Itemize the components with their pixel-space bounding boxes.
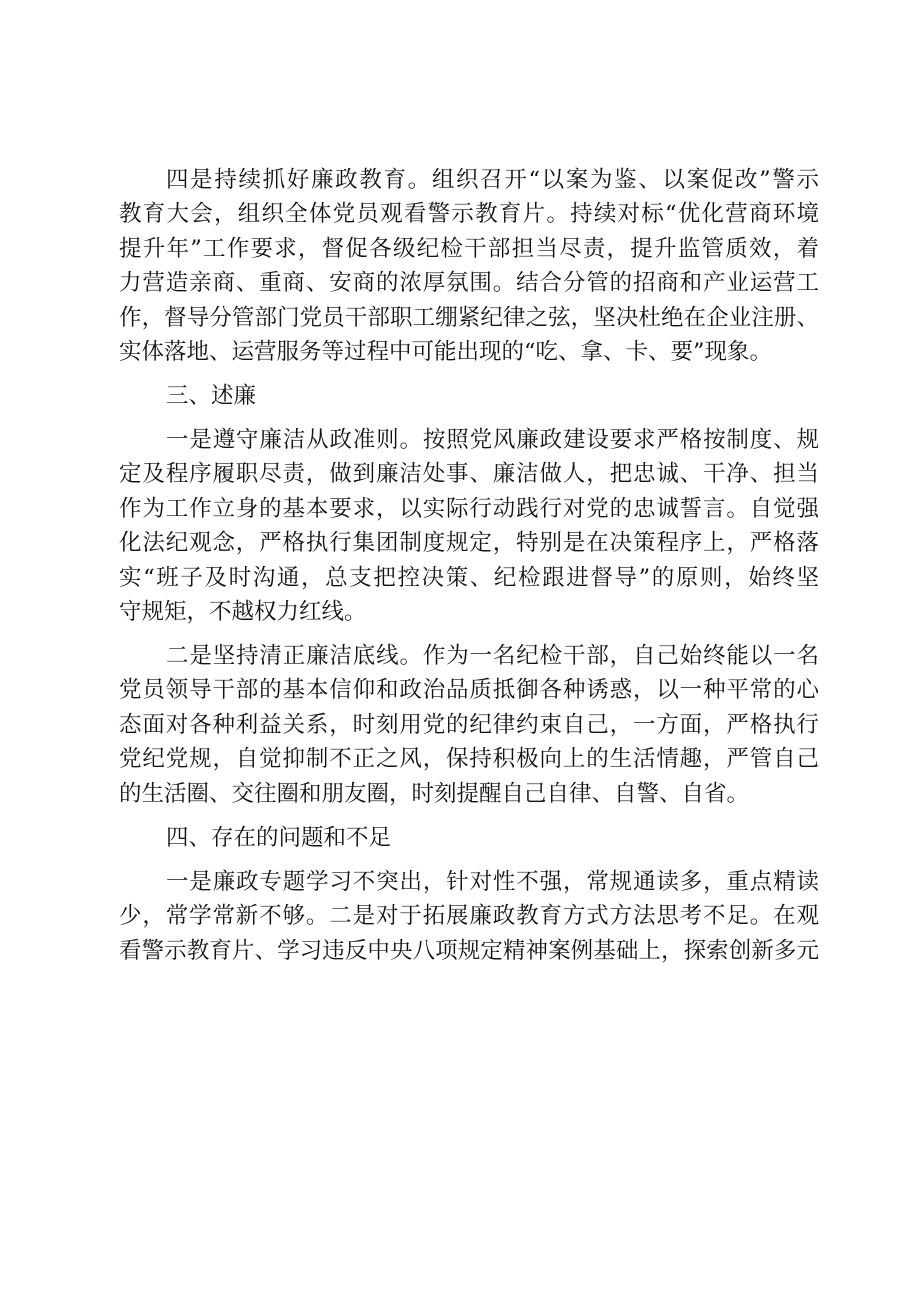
section-heading: 四、存在的问题和不足 — [166, 824, 392, 851]
document-body — [119, 163, 819, 968]
text-line: 实体落地、运营服务等过程中可能出现的“吃、拿、卡、要”现象。 — [119, 339, 773, 366]
text-line: 态面对各种利益关系，时刻用党的纪律约束自己，一方面，严格执行 — [119, 711, 819, 738]
text-line: 实“班子及时沟通，总支把控决策、纪检跟进督导”的原则，始终坚 — [119, 564, 819, 591]
body-paragraph — [119, 163, 819, 369]
body-paragraph — [119, 639, 819, 811]
text-line: 党纪党规，自觉抑制不正之风，保持积极向上的生活情趣，严管自己 — [119, 746, 819, 773]
text-line: 教育大会，组织全体党员观看警示教育片。持续对标“优化营商环境 — [119, 201, 819, 228]
text-line: 一是遵守廉洁从政准则。按照党风廉政建设要求严格按制度、规 — [166, 427, 819, 454]
body-paragraph — [119, 423, 819, 629]
paragraph-gap — [119, 369, 819, 379]
text-line: 少，常学常新不够。二是对于拓展廉政教育方式方法思考不足。在观 — [119, 903, 819, 930]
text-line: 作，督导分管部门党员干部职工绷紧纪律之弦，坚决杜绝在企业注册、 — [119, 304, 819, 331]
text-line: 看警示教育片、学习违反中央八项规定精神案例基础上，探索创新多元 — [119, 937, 819, 964]
section-heading: 三、述廉 — [166, 383, 257, 410]
text-line: 作为工作立身的基本要求，以实际行动践行对党的忠诚誓言。自觉强 — [119, 495, 819, 522]
text-line: 守规矩，不越权力红线。 — [119, 599, 367, 626]
text-line: 二是坚持清正廉洁底线。作为一名纪检干部，自己始终能以一名 — [166, 643, 819, 670]
body-paragraph — [119, 865, 819, 968]
text-line: 一是廉政专题学习不突出，针对性不强，常规通读多，重点精读 — [166, 868, 819, 895]
paragraph-gap — [119, 413, 819, 423]
text-line: 提升年”工作要求，督促各级纪检干部担当尽责，提升监管质效，着 — [119, 235, 819, 262]
text-line: 力营造亲商、重商、安商的浓厚氛围。结合分管的招商和产业运营工 — [119, 270, 819, 297]
paragraph-gap — [119, 629, 819, 639]
paragraph-gap — [119, 811, 819, 821]
text-line: 定及程序履职尽责，做到廉洁处事、廉洁做人，把忠诚、干净、担当 — [119, 461, 819, 488]
text-line: 党员领导干部的基本信仰和政治品质抵御各种诱惑，以一种平常的心 — [119, 677, 819, 704]
text-line: 化法纪观念，严格执行集团制度规定，特别是在决策程序上，严格落 — [119, 530, 819, 557]
paragraph-gap — [119, 855, 819, 865]
text-line: 的生活圈、交往圈和朋友圈，时刻提醒自己自律、自警、自省。 — [119, 780, 750, 807]
text-line: 四是持续抓好廉政教育。组织召开“以案为鉴、以案促改”警示 — [166, 167, 819, 193]
